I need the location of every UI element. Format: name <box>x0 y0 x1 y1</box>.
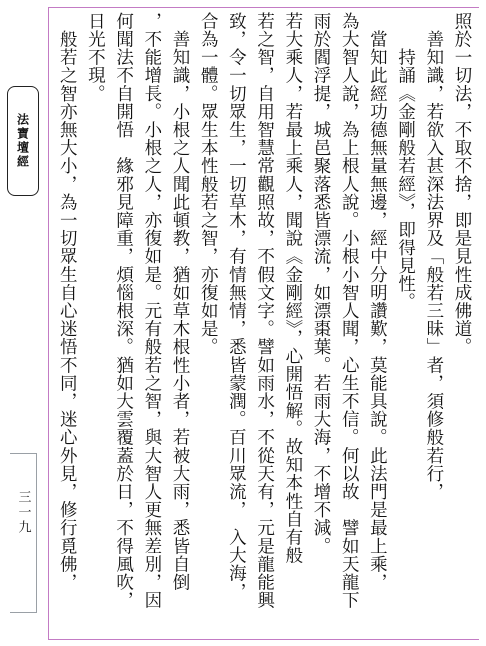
page-frame-top-line <box>48 7 479 8</box>
book-title: 法寶壇經 <box>15 113 30 169</box>
page-frame-bottom-line <box>48 639 479 640</box>
book-title-tab[interactable] <box>7 86 39 196</box>
body-text <box>55 12 473 636</box>
page-frame-left-line <box>48 7 49 639</box>
text-column: 當知此經功德無量無邊，經中分明讚歎，莫能具說。此法門是最上乘， <box>367 12 388 592</box>
text-column: 般若之智亦無大小，為一切眾生自心迷悟不同，迷心外見，修行覓佛， <box>57 12 78 592</box>
text-column: 何聞法不自開悟 緣邪見障重，煩惱根深。猶如大雲覆蓋於日，不得風吹， <box>113 12 134 610</box>
text-column: 日光不現。 <box>85 12 106 103</box>
text-column: ，不能增長。小根之人，亦復如是。元有般若之智，與大智人更無差別，因 <box>141 12 162 610</box>
page-number-tab <box>10 453 37 613</box>
text-column: 合為一體。眾生本性般若之智，亦復如是。 <box>198 12 219 356</box>
text-column: 善知識，若欲入甚深法界及「般若三昧」者，須修般若行， <box>423 12 444 501</box>
text-column: 照於一切法，不取不捨，即是見性成佛道。 <box>452 12 472 356</box>
text-column: 若大乘人，若最上乘人，聞說《金剛經》，心開悟解。故知本性自有般 <box>282 12 303 565</box>
text-column: 善知識，小根之人聞此頓教，猶如草木根性小者，若被大雨，悉皆自倒 <box>170 12 190 592</box>
text-column: 雨於閻浮提，城邑聚落悉皆漂流，如漂棗葉。若雨大海，不增不減。 <box>311 12 331 555</box>
text-column: 為大智人說，為上根人說。小根小智人聞，心生不信。何以故 譬如天龍下 <box>339 12 360 610</box>
text-column: 致，令一切眾生，一切草木，有情無情，悉皆蒙潤。百川眾流， 入大海， <box>226 12 247 601</box>
page-number: 三一九 <box>15 490 31 535</box>
text-column: 若之智，自用智慧常觀照故，不假文字。譬如雨水，不從天有，元是龍能興 <box>254 12 275 610</box>
text-column: 持誦《金剛般若經》，即得見性。 <box>395 12 416 311</box>
